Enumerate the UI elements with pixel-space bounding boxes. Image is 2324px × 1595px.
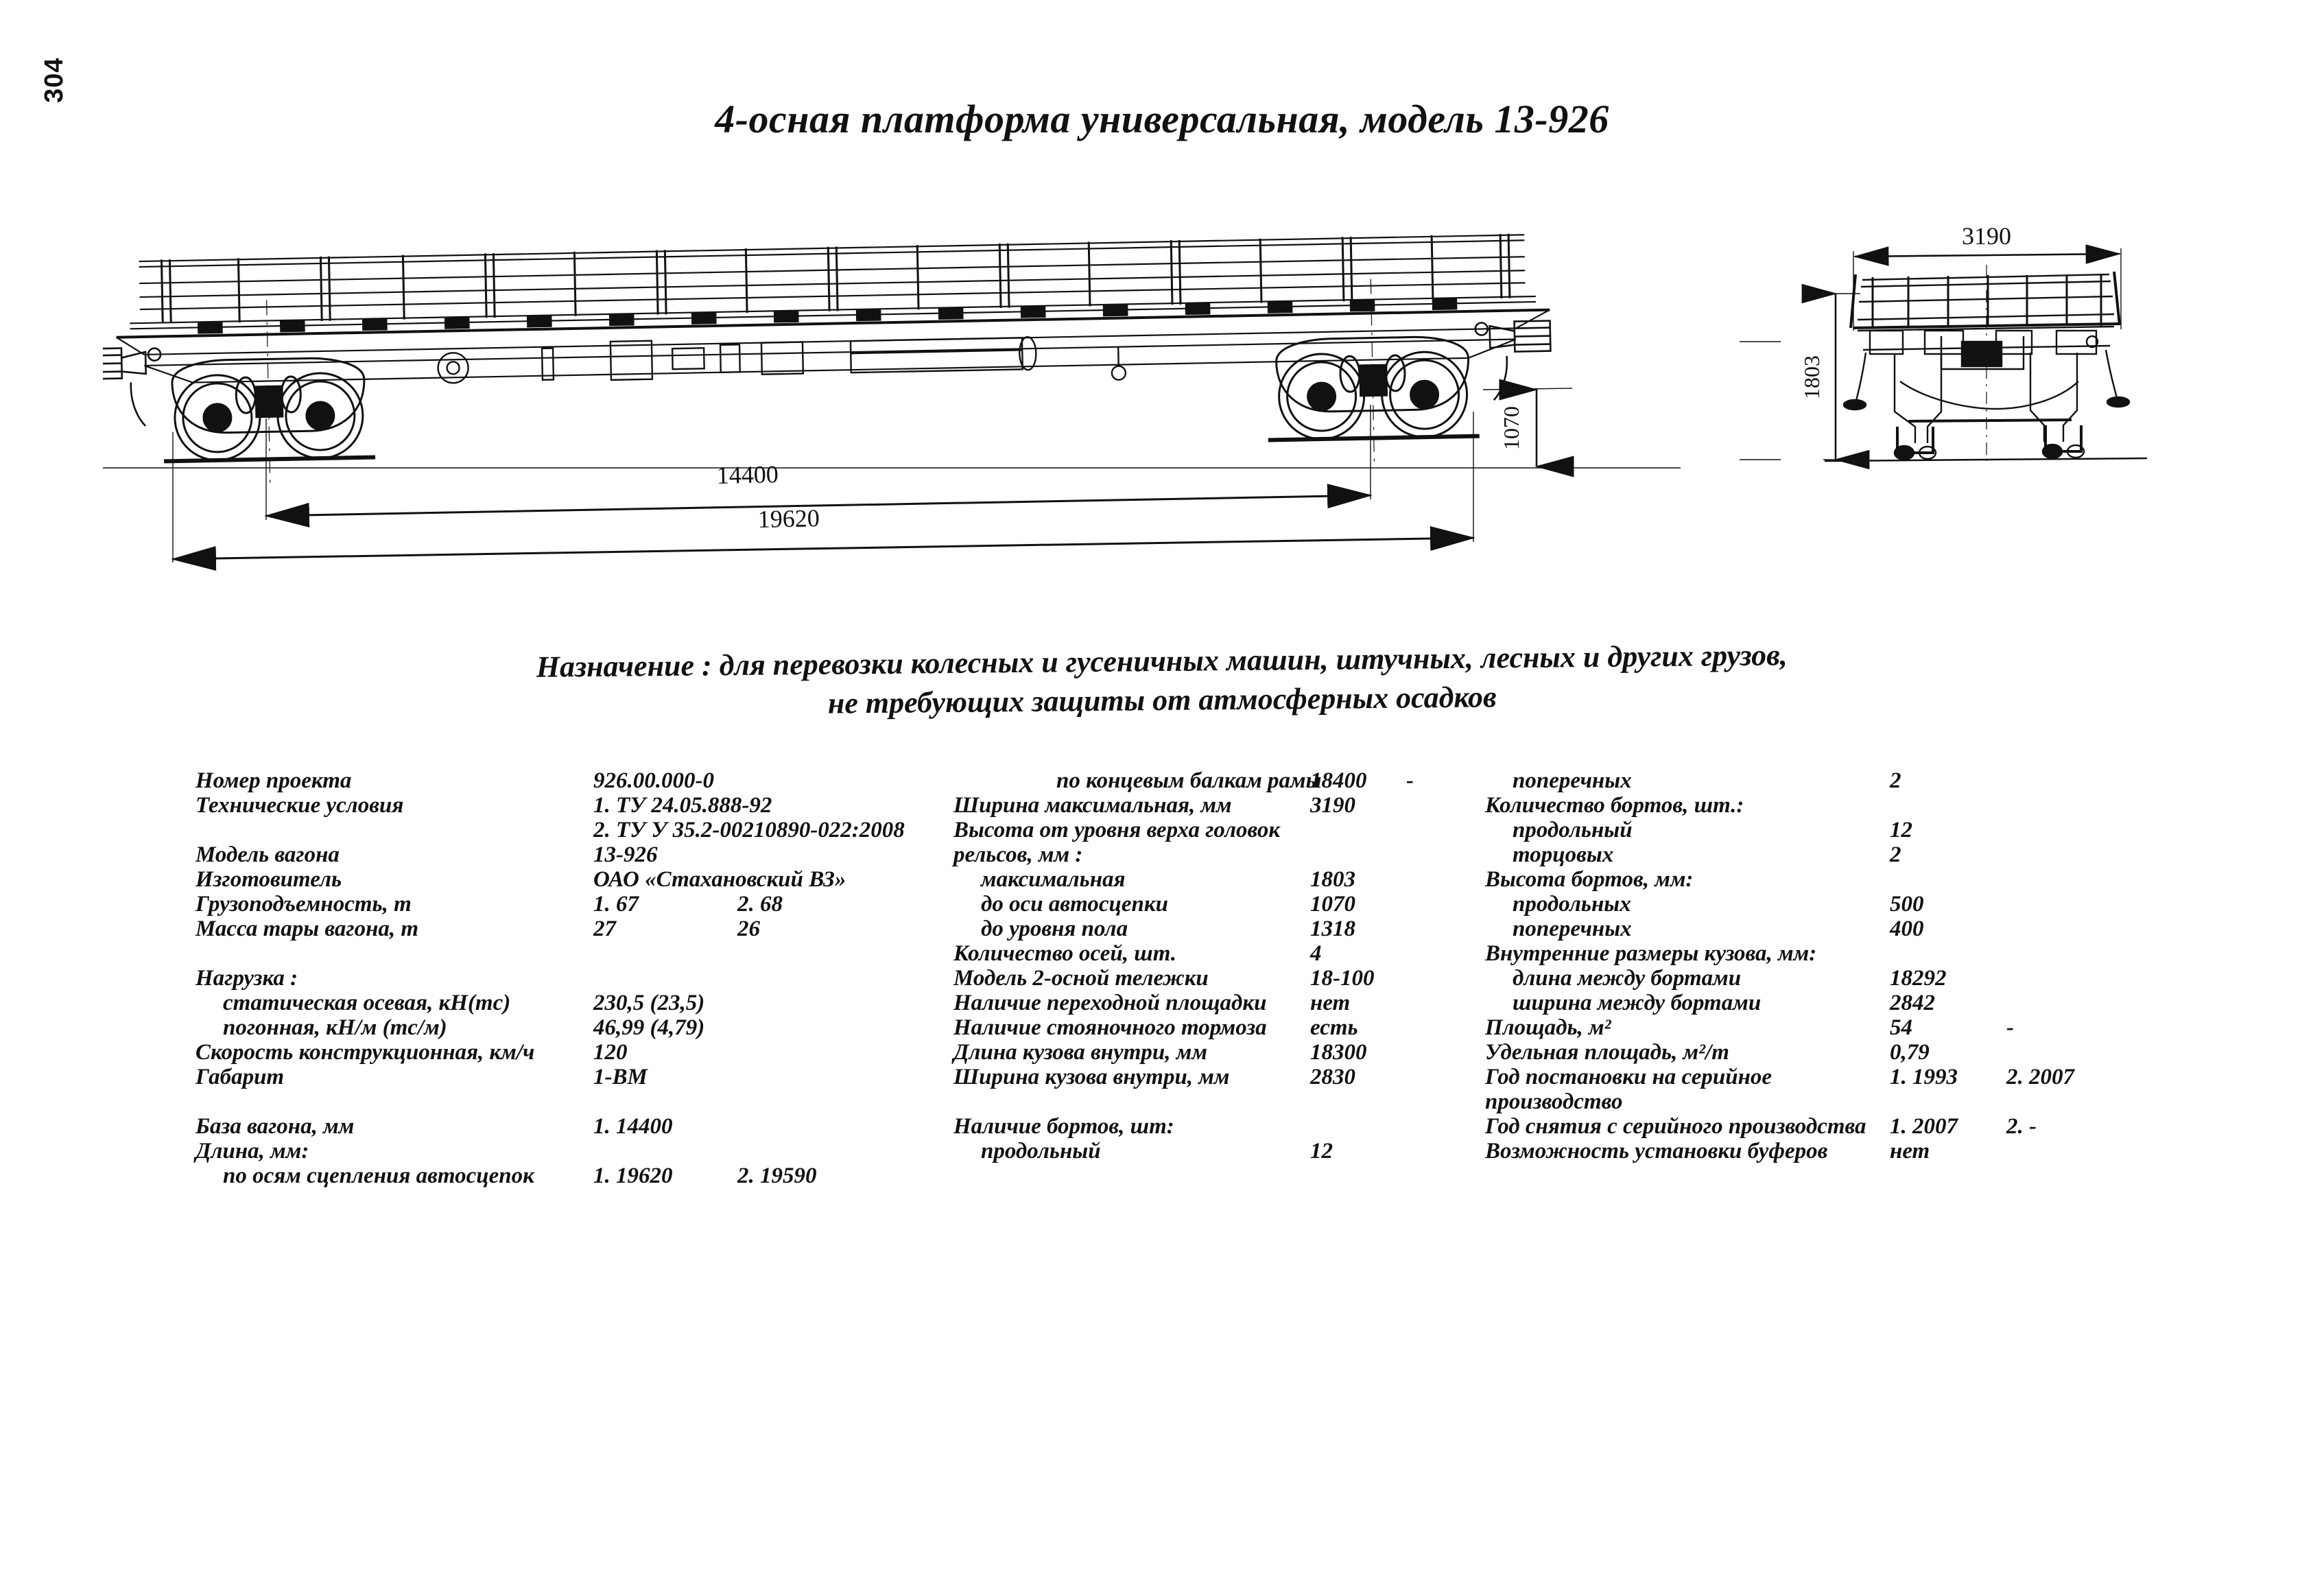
spec-label: продольных [1513,892,1631,917]
spec-label: Модель 2-осной тележки [953,966,1209,991]
spec-label: Наличие бортов, шт: [953,1114,1174,1139]
dimension-overall-length [173,504,1473,559]
spec-row [953,768,1495,793]
dimension-max-height [1799,294,1836,460]
spec-value-primary: 2830 [1310,1065,1355,1089]
spec-label: Наличие стояночного тормоза [953,1015,1267,1040]
spec-label: до оси автосцепки [981,892,1168,917]
spec-label: продольный [981,1139,1101,1163]
spec-label: до уровня пола [981,917,1128,941]
spec-value-primary: нет [1890,1139,1930,1163]
spec-row [1485,818,2295,842]
spec-row [195,867,846,892]
spec-row [1485,917,2295,941]
purpose-line-1: Назначение : для перевозки колесных и гусеничных машин, штучных, лесных и других грузов, [536,638,1788,684]
spec-row [1485,867,2295,892]
spec-value-primary: 12 [1310,1139,1333,1163]
spec-label: Высота бортов, мм: [1485,867,1694,892]
dimension-overall-length-label: 19620 [757,504,820,533]
spec-value-primary: 1. ТУ 24.05.888-92 [593,793,772,818]
spec-row [1485,1139,2295,1163]
spec-row [953,892,1495,917]
spec-value-secondary: 2. 2007 [2006,1065,2074,1089]
spec-row [953,1040,1495,1065]
spec-label: рельсов, мм : [953,842,1083,867]
spec-value-primary: 0,79 [1890,1040,1930,1065]
spec-label: Высота от уровня верха головок [953,818,1281,842]
spec-row [953,1065,1495,1089]
spec-value-primary: есть [1310,1015,1358,1040]
spec-value-primary: 1. 14400 [593,1114,673,1139]
spec-label: Год снятия с серийного производства [1485,1114,1866,1139]
spec-value-primary: нет [1310,991,1351,1015]
spec-value-primary: 18-100 [1310,966,1375,991]
spec-row [1485,842,2295,867]
dimension-max-height-label: 1803 [1799,355,1824,399]
spec-value-primary: 2842 [1890,991,1935,1015]
spec-value-secondary: - [1406,768,1414,793]
spec-value-primary: 2 [1890,768,1901,793]
spec-value-primary: 500 [1890,892,1924,917]
spec-row [953,1015,1495,1040]
spec-row [195,1163,817,1188]
spec-value-primary: 1803 [1310,867,1355,892]
spec-value-primary: 1070 [1310,892,1355,917]
specifications-table [0,768,2324,1214]
spec-value-secondary: 2. 68 [737,892,783,917]
spec-value-primary: 230,5 (23,5) [593,991,705,1015]
dimension-max-width [1855,222,2120,257]
spec-row [953,991,1495,1015]
spec-label: по осям сцепления автосцепок [223,1163,534,1188]
spec-label: Масса тары вагона, т [195,917,419,941]
spec-label: Наличие переходной площадки [953,991,1267,1015]
spec-label: Скорость конструкционная, км/ч [195,1040,535,1065]
spec-value-primary: 46,99 (4,79) [593,1015,705,1040]
spec-label: Длина кузова внутри, мм [953,1040,1207,1065]
spec-value-primary: 1. 1993 [1890,1065,1958,1089]
spec-value-secondary: - [2006,1015,2014,1040]
page-title: 4-осная платформа универсальная, модель 13-926 [715,97,1609,141]
purpose-line-2: не требующих защиты от атмосферных осадков [827,680,1497,720]
spec-label: Возможность установки буферов [1485,1139,1828,1163]
spec-label: поперечных [1513,917,1632,941]
spec-row [1485,1114,2295,1139]
spec-label: статическая осевая, кН(тс) [223,991,511,1015]
spec-row [1485,991,2295,1015]
spec-column-right [1485,768,2295,1163]
spec-value-secondary: 2. - [2006,1114,2037,1139]
spec-label: поперечных [1513,768,1632,793]
spec-row [195,1114,792,1139]
dimension-max-width-label: 3190 [1962,222,2011,250]
page-number: 304 [40,57,69,103]
spec-value-primary: 1. 67 [593,892,639,917]
spec-row [195,892,792,917]
spec-row [1485,768,2295,793]
spec-value-primary: ОАО «Стахановский ВЗ» [593,867,846,892]
spec-label: Количество осей, шт. [953,941,1177,966]
spec-row [195,991,792,1015]
spec-value-primary: 926.00.000-0 [593,768,714,793]
spec-label: Площадь, м² [1485,1015,1611,1040]
spec-value-primary: 1318 [1310,917,1355,941]
spec-label: ширина между бортами [1513,991,1762,1015]
spec-label: производство [1485,1089,1623,1114]
spec-value-primary: 18292 [1890,966,1947,991]
spec-value-primary: 12 [1890,818,1912,842]
spec-row [195,941,792,966]
spec-row [1485,966,2295,991]
dimension-coupler-height [1483,388,1572,466]
spec-row [953,867,1495,892]
spec-row [953,1139,1495,1163]
spec-label: погонная, кН/м (тс/м) [223,1015,447,1040]
spec-value-primary: 2. ТУ У 35.2-00210890-022:2008 [593,818,905,842]
spec-label: продольный [1513,818,1633,842]
spec-label: торцовых [1513,842,1614,867]
spec-row [953,842,1495,867]
spec-value-primary: 4 [1310,941,1322,966]
side-view-drawing [103,206,1681,590]
spec-row [195,768,792,793]
spec-column-left [195,768,905,1188]
spec-row [195,793,792,818]
spec-row [953,818,1495,842]
dimension-coupler-height-label: 1070 [1499,406,1523,450]
spec-value-primary: 3190 [1310,793,1355,818]
spec-label: Технические условия [195,793,404,818]
spec-value-primary: 54 [1890,1015,1912,1040]
spec-value-primary: 1-ВМ [593,1065,648,1089]
spec-label: Изготовитель [195,867,342,892]
spec-label: Внутренние размеры кузова, мм: [1485,941,1817,966]
spec-value-primary: 120 [593,1040,628,1065]
spec-label: по концевым балкам рамы [1056,768,1322,793]
spec-label: Год постановки на серийное [1485,1065,1772,1089]
spec-row [195,917,792,941]
purpose-statement [0,630,2324,731]
spec-row [1485,892,2295,917]
spec-label: Габарит [195,1065,285,1089]
spec-label: Ширина максимальная, мм [953,793,1232,818]
spec-label: База вагона, мм [195,1114,355,1139]
spec-label: Удельная площадь, м²/т [1485,1040,1729,1065]
spec-value-secondary: 26 [737,917,760,941]
spec-value-primary: 18300 [1310,1040,1367,1065]
spec-label: Модель вагона [195,842,340,867]
spec-label: Номер проекта [195,768,352,793]
spec-row [195,1015,792,1040]
spec-label: Длина, мм: [195,1139,309,1163]
spec-row [195,842,792,867]
spec-label: максимальная [981,867,1126,892]
spec-row [1485,1015,2295,1040]
spec-row [195,1089,792,1114]
spec-value-primary: 18400 [1310,768,1367,793]
spec-value-secondary: 2. 19590 [737,1163,817,1188]
spec-row [195,1040,792,1065]
spec-value-primary: 1. 2007 [1890,1114,1958,1139]
spec-value-primary: 13-926 [593,842,658,867]
spec-row [953,917,1495,941]
spec-row [195,818,905,842]
spec-row [1485,1040,2295,1065]
spec-row [1485,941,2295,966]
spec-value-primary: 1. 19620 [593,1163,673,1188]
spec-row [1485,1089,2295,1114]
technical-drawing [0,206,2324,590]
spec-row [953,941,1495,966]
end-view-drawing [1735,206,2305,494]
spec-label: длина между бортами [1513,966,1742,991]
spec-value-primary: 2 [1890,842,1901,867]
dimension-wheelbase-label: 14400 [716,460,779,489]
spec-label: Количество бортов, шт.: [1485,793,1744,818]
spec-row [953,1089,1495,1114]
spec-row [953,966,1495,991]
spec-value-primary: 27 [593,917,616,941]
spec-row [1485,1065,2295,1089]
spec-label: Ширина кузова внутри, мм [953,1065,1230,1089]
spec-label: Грузоподъемность, т [195,892,412,917]
spec-row [953,793,1495,818]
spec-value-primary: 400 [1890,917,1924,941]
spec-row [195,1065,792,1089]
spec-label: Нагрузка : [195,966,298,991]
spec-row [1485,793,2295,818]
spec-row [953,1114,1495,1139]
spec-row [195,1139,792,1163]
spec-row [195,966,792,991]
spec-column-middle [953,768,1495,1163]
